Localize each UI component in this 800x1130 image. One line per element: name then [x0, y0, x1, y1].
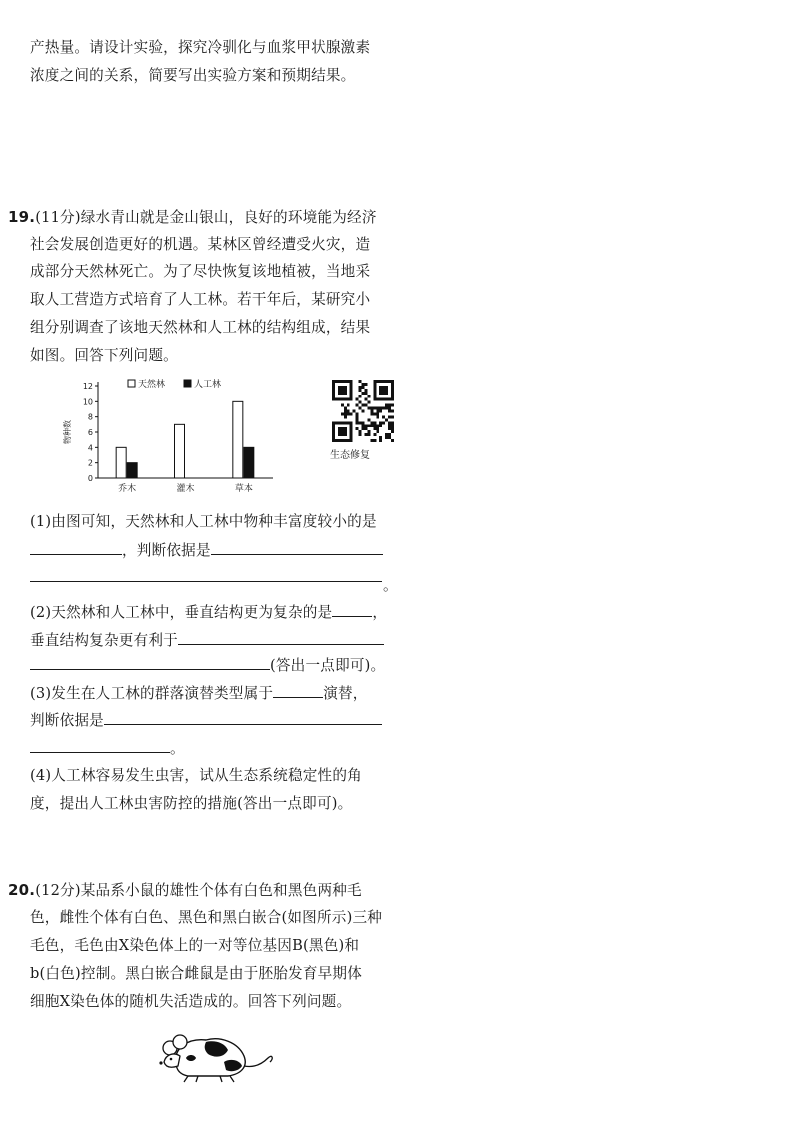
answer-blank[interactable] — [332, 602, 372, 617]
q19-p2-c: (答出一点即可)。 — [270, 657, 386, 674]
y-tick-label: 10 — [82, 397, 93, 407]
species-bar-chart — [58, 376, 278, 496]
y-tick-label: 0 — [87, 474, 93, 483]
q20-header-text: (12分)某品系小鼠的雄性个体有白色和黑色两种毛 — [35, 882, 362, 899]
legend-swatch — [128, 380, 135, 387]
x-tick-label: 草本 — [234, 484, 253, 494]
q19-p2-b-row — [30, 630, 384, 651]
q19-p2-a-row: (2)天然林和人工林中，垂直结构更为复杂的是 ， — [30, 604, 388, 621]
q19-line-5: 如图。回答下列问题。 — [30, 347, 178, 364]
chart-bars — [116, 401, 254, 478]
bar-人工林-乔木 — [127, 463, 137, 478]
q20-number: 20. — [8, 881, 36, 899]
answer-blank[interactable] — [273, 683, 323, 698]
intro-line-1: 产热量。请设计实验，探究冷驯化与血浆甲状腺激素 — [30, 39, 371, 56]
legend-label: 天然林 — [138, 380, 166, 390]
q19-p3-b-row — [30, 710, 382, 731]
bar-天然林-乔木 — [116, 447, 126, 478]
q19-line-1: 社会发展创造更好的机遇。某林区曾经遭受火灾，造 — [30, 236, 371, 253]
q19-header — [8, 207, 377, 228]
q20-line-4: 细胞X染色体的随机失活造成的。回答下列问题。 — [30, 993, 352, 1010]
q19-p3-a-row — [30, 683, 368, 704]
mouse-illustration — [158, 1028, 276, 1084]
answer-blank[interactable] — [30, 738, 170, 753]
q19-line-3: 取人工营造方式培育了人工林。若干年后，某研究小 — [30, 291, 371, 308]
q19-p4-b: 度，提出人工林虫害防控的措施(答出一点即可)。 — [30, 795, 353, 812]
q19-p3-a: (3)发生在人工林的群落演替类型属于 — [30, 685, 274, 702]
qr-caption: 生态修复 — [330, 450, 370, 461]
answer-blank[interactable] — [30, 655, 270, 670]
q19-p3-c-row: 。 — [30, 738, 185, 759]
q19-number: 19. — [8, 208, 36, 226]
legend-label: 人工林 — [194, 380, 222, 390]
q19-p3-b: 判断依据是 — [30, 712, 104, 729]
y-tick-label: 4 — [87, 443, 93, 453]
answer-blank[interactable] — [104, 710, 382, 725]
y-axis-label: 物种数 — [63, 420, 72, 444]
period-mark: 。 — [383, 577, 398, 594]
q20-line-1: 色，雌性个体有白色、黑色和黑白嵌合(如图所示)三种 — [30, 909, 383, 926]
q19-p1-b-row — [30, 540, 383, 561]
y-tick-label: 6 — [87, 428, 93, 437]
q19-p4-a: (4)人工林容易发生虫害，试从生态系统稳定性的角 — [30, 767, 362, 784]
y-tick-label: 8 — [87, 412, 93, 422]
q19-p1-b: ，判断依据是 — [122, 542, 211, 559]
q19-p3-a2: 演替， — [323, 685, 368, 702]
y-tick-label: 2 — [87, 458, 93, 468]
q19-p2-c-row — [30, 655, 385, 676]
chart-legend — [128, 378, 221, 390]
answer-blank[interactable] — [178, 630, 384, 645]
intro-line-2: 浓度之间的关系，简要写出实验方案和预期结果。 — [30, 67, 356, 84]
q19-line-2: 成部分天然林死亡。为了尽快恢复该地植被，当地采 — [30, 263, 371, 280]
q20-line-2: 毛色，毛色由X染色体上的一对等位基因B(黑色)和 — [30, 937, 360, 954]
x-tick-label: 乔木 — [118, 484, 137, 494]
bar-天然林-灌木 — [175, 424, 185, 478]
answer-line[interactable] — [30, 580, 382, 582]
q20-line-3: b(白色)控制。黑白嵌合雌鼠是由于胚胎发育早期体 — [30, 965, 362, 982]
q19-header-text: (11分)绿水青山就是金山银山，良好的环境能为经济 — [35, 209, 377, 226]
bar-天然林-草本 — [233, 401, 243, 478]
x-tick-label: 灌木 — [176, 484, 195, 494]
q19-p1-a: (1)由图可知，天然林和人工林中物种丰富度较小的是 — [30, 513, 377, 530]
legend-swatch — [184, 380, 191, 387]
q19-p2-b: 垂直结构复杂更有利于 — [30, 632, 178, 649]
q19-line-4: 组分别调查了该地天然林和人工林的结构组成，结果 — [30, 319, 371, 336]
bar-人工林-草本 — [244, 447, 254, 478]
answer-blank[interactable] — [211, 540, 383, 555]
y-tick-label: 12 — [82, 382, 93, 391]
q19-p2-a: (2)天然林和人工林中，垂直结构更为复杂的是 — [30, 604, 333, 621]
qr-code[interactable] — [332, 380, 394, 442]
q20-header — [8, 880, 362, 901]
answer-blank[interactable] — [30, 540, 122, 555]
